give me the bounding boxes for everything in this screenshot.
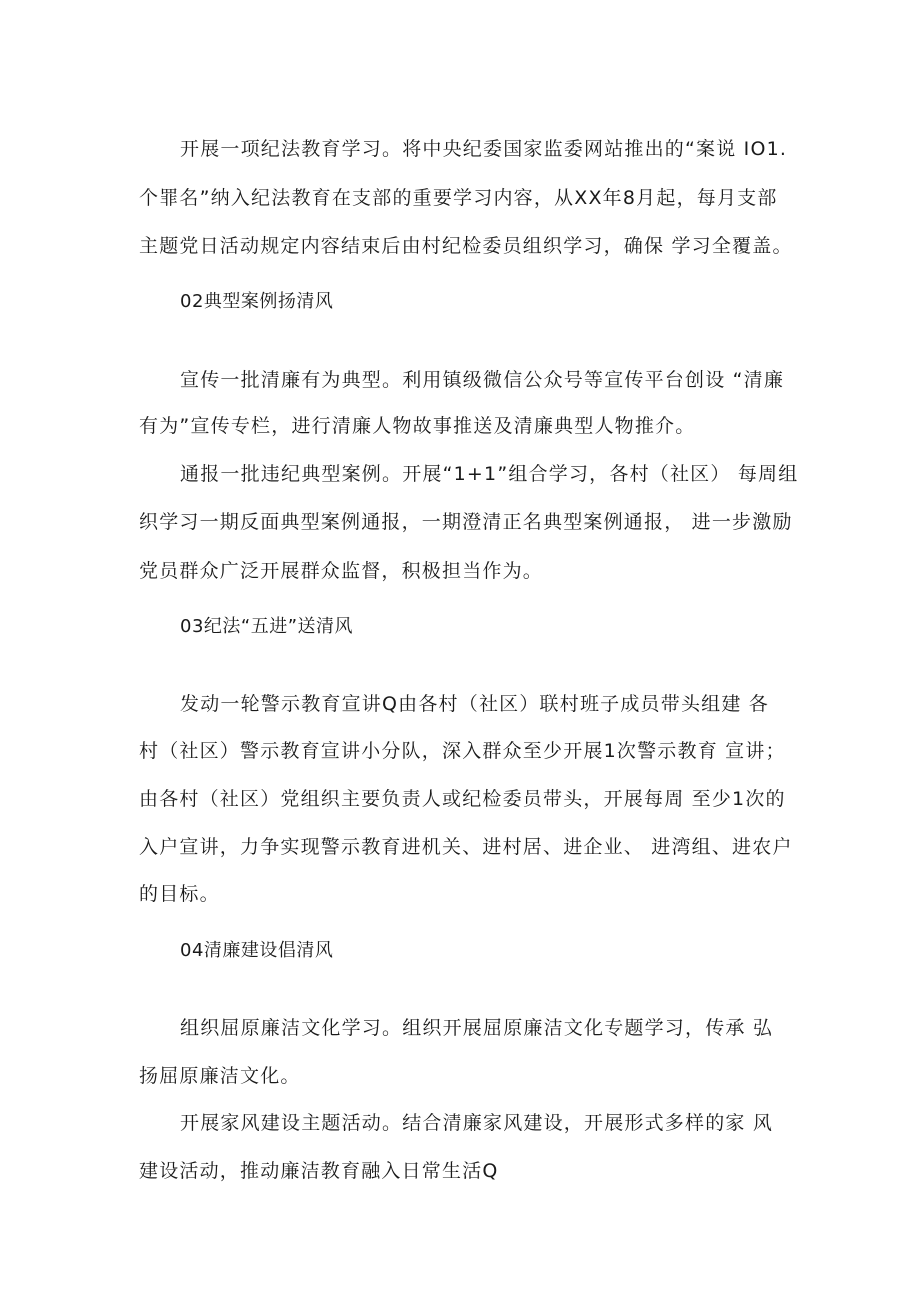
section-heading-03: 03纪法“五进”送清风 — [180, 616, 354, 637]
paragraph-line: 党员群众广泛开展群众监督，积极担当作为。 — [139, 560, 544, 582]
paragraph-line: 的目标。 — [139, 883, 220, 905]
paragraph-line: 织学习一期反面典型案例通报，一期澄清正名典型案例通报， 进一步激励 — [139, 511, 793, 533]
paragraph-line: 有为”宣传专栏，进行清廉人物故事推送及清廉典型人物推介。 — [139, 415, 696, 437]
paragraph-line: 主题党日活动规定内容结束后由村纪检委员组织学习，确保 学习全覆盖。 — [139, 235, 793, 257]
section-heading-02: 02典型案例扬清风 — [180, 291, 334, 312]
paragraph-line: 开展一项纪法教育学习。将中央纪委国家监委网站推出的“案说 IO1. — [180, 138, 788, 160]
paragraph-line: 扬屈原廉洁文化。 — [139, 1065, 301, 1087]
paragraph-line: 个罪名”纳入纪法教育在支部的重要学习内容，从XX年8月起，每月支部 — [139, 187, 778, 209]
paragraph-line: 宣传一批清廉有为典型。利用镇级微信公众号等宣传平台创设 “清廉 — [180, 369, 785, 391]
paragraph-line: 通报一批违纪典型案例。开展“1+1”组合学习，各村（社区） 每周组 — [180, 463, 799, 485]
paragraph-line: 组织屈原廉洁文化学习。组织开展屈原廉洁文化专题学习，传承 弘 — [180, 1017, 774, 1039]
paragraph-line: 村（社区）警示教育宣讲小分队，深入群众至少开展1次警示教育 宣讲； — [139, 740, 786, 762]
paragraph-line: 建设活动，推动廉洁教育融入日常生活Q — [139, 1160, 499, 1182]
paragraph-line: 入户宣讲，力争实现警示教育进机关、进村居、进企业、 进湾组、进农户 — [139, 836, 793, 858]
paragraph-line: 发动一轮警示教育宣讲Q由各村（社区）联村班子成员带头组建 各 — [180, 693, 769, 715]
paragraph-line: 开展家风建设主题活动。结合清廉家风建设，开展形式多样的家 风 — [180, 1112, 774, 1134]
paragraph-line: 由各村（社区）党组织主要负责人或纪检委员带头，开展每周 至少1次的 — [139, 788, 786, 810]
section-heading-04: 04清廉建设倡清风 — [180, 940, 334, 961]
